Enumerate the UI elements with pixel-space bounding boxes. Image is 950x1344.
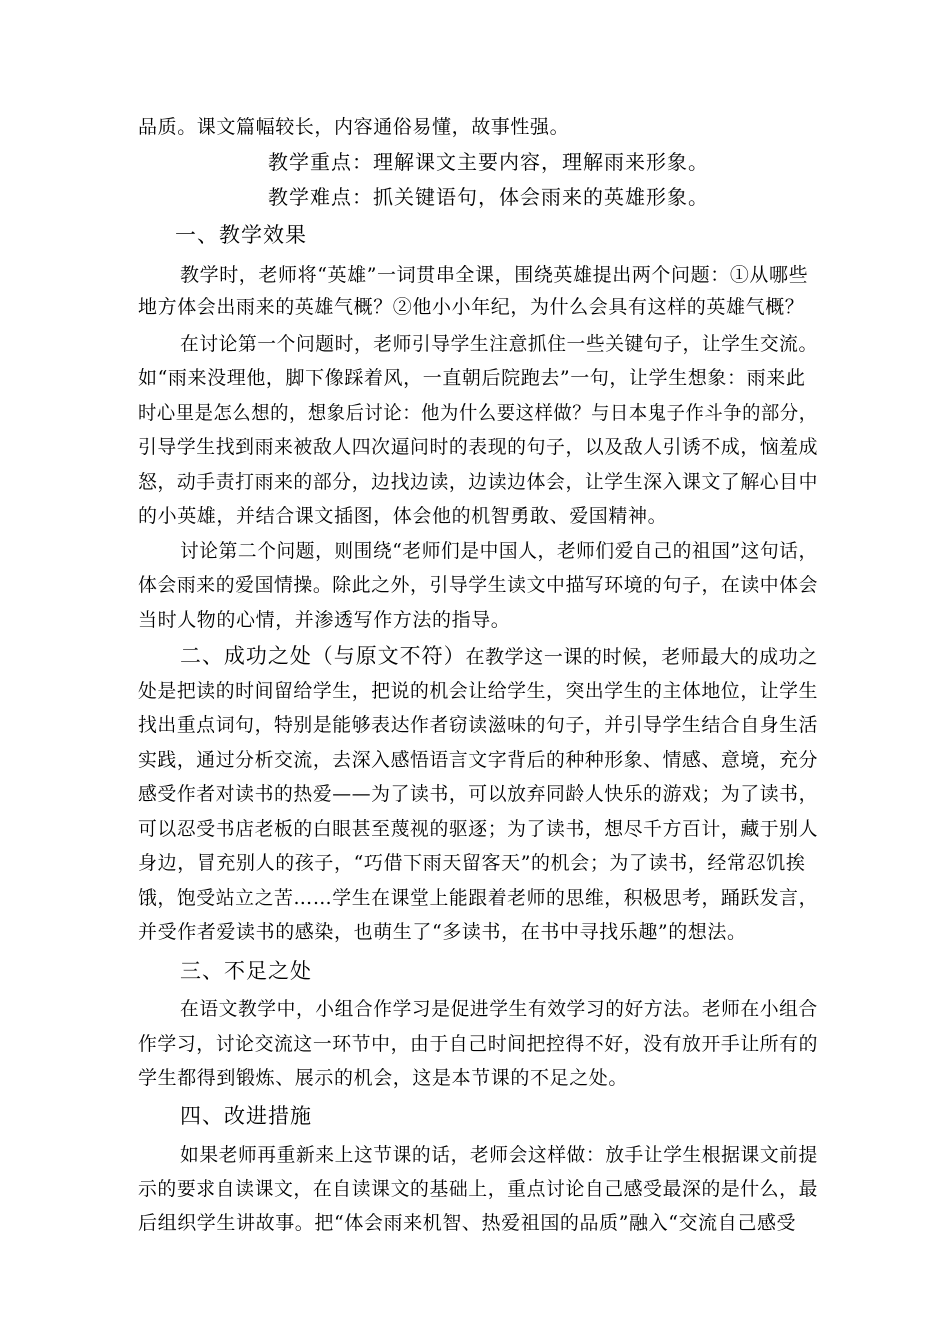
paragraph-line: 如“雨来没理他，脚下像踩着风，一直朝后院跑去”一句，让学生想象：雨来此 <box>138 367 806 389</box>
paragraph-line: 示的要求自读课文，在自读课文的基础上，重点讨论自己感受最深的是什么，最 <box>138 1178 819 1200</box>
paragraph-line: 后组织学生讲故事。把“体会雨来机智、热爱祖国的品质”融入“交流自己感受 <box>138 1212 797 1234</box>
paragraph-line: 并受作者爱读书的感染，也萌生了“多读书，在书中寻找乐趣”的想法。 <box>138 921 747 943</box>
key-point: 教学重点：理解课文主要内容，理解雨来形象。 <box>268 150 709 174</box>
section-heading-improvements: 四、改进措施 <box>180 1104 312 1128</box>
paragraph-line: 的小英雄，并结合课文插图，体会他的机智勇敢、爱国精神。 <box>138 505 668 527</box>
difficult-point: 教学难点：抓关键语句，体会雨来的英雄形象。 <box>268 185 709 209</box>
paragraph-line: 在讨论第一个问题时，老师引导学生注意抓住一些关键句子，让学生交流。 <box>180 333 818 355</box>
paragraph-line: 在教学这一课的时候，老师最大的成功之 <box>465 646 818 668</box>
paragraph-line: 找出重点词句，特别是能够表达作者窃读滋味的句子，并引导学生结合自身生活 <box>138 714 819 736</box>
paragraph-line: 怒，动手责打雨来的部分，边找边读，边读边体会，让学生深入课文了解心目中 <box>138 471 819 493</box>
paragraph-line: 引导学生找到雨来被敌人四次逼问时的表现的句子，以及敌人引诱不成，恼羞成 <box>138 436 819 458</box>
paragraph-line: 当时人物的心情，并渗透写作方法的指导。 <box>138 609 511 631</box>
paragraph-line: 学生都得到锻炼、展示的机会，这是本节课的不足之处。 <box>138 1067 629 1089</box>
section-heading-shortcomings: 三、不足之处 <box>180 959 312 983</box>
section-heading-success: 二、成功之处（与原文不符） <box>180 644 466 668</box>
paragraph-line: 时心里是怎么想的，想象后讨论：他为什么要这样做？与日本鬼子作斗争的部分， <box>138 402 818 424</box>
paragraph-line: 在语文教学中，小组合作学习是促进学生有效学习的好方法。老师在小组合 <box>180 998 818 1020</box>
paragraph-line: 如果老师再重新来上这节课的话，老师会这样做：放手让学生根据课文前提 <box>180 1144 818 1166</box>
intro-last-line: 品质。课文篇幅较长，内容通俗易懂，故事性强。 <box>138 116 570 138</box>
paragraph-line: 可以忍受书店老板的白眼甚至蔑视的驱逐；为了读书，想尽千方百计，藏于别人 <box>138 818 819 840</box>
paragraph-line: 讨论第二个问题，则围绕“老师们是中国人，老师们爱自己的祖国”这句话， <box>180 540 818 562</box>
paragraph-line: 感受作者对读书的热爱——为了读书，可以放弃同龄人快乐的游戏；为了读书， <box>138 783 819 805</box>
paragraph-line: 处是把读的时间留给学生，把说的机会让给学生，突出学生的主体地位，让学生 <box>138 680 819 702</box>
paragraph-line: 体会雨来的爱国情操。除此之外，引导学生读文中描写环境的句子，在读中体会 <box>138 574 819 596</box>
section-success-first-line <box>180 643 818 670</box>
section-heading-effect: 一、教学效果 <box>175 223 307 247</box>
paragraph-line: 教学时，老师将“英雄”一词贯串全课，围绕英雄提出两个问题：①从哪些 <box>180 264 809 286</box>
paragraph-line: 身边，冒充别人的孩子，“巧借下雨天留客天”的机会；为了读书，经常忍饥挨 <box>138 852 806 874</box>
paragraph-line: 作学习，讨论交流这一环节中，由于自己时间把控得不好，没有放开手让所有的 <box>138 1033 819 1055</box>
paragraph-line: 地方体会出雨来的英雄气概？②他小小年纪，为什么会具有这样的英雄气概？ <box>138 296 805 318</box>
paragraph-line: 实践，通过分析交流，去深入感悟语言文字背后的种种形象、情感、意境，充分 <box>138 749 819 771</box>
paragraph-line: 饿，饱受站立之苦……学生在课堂上能跟着老师的思维，积极思考，踊跃发言， <box>138 887 819 909</box>
